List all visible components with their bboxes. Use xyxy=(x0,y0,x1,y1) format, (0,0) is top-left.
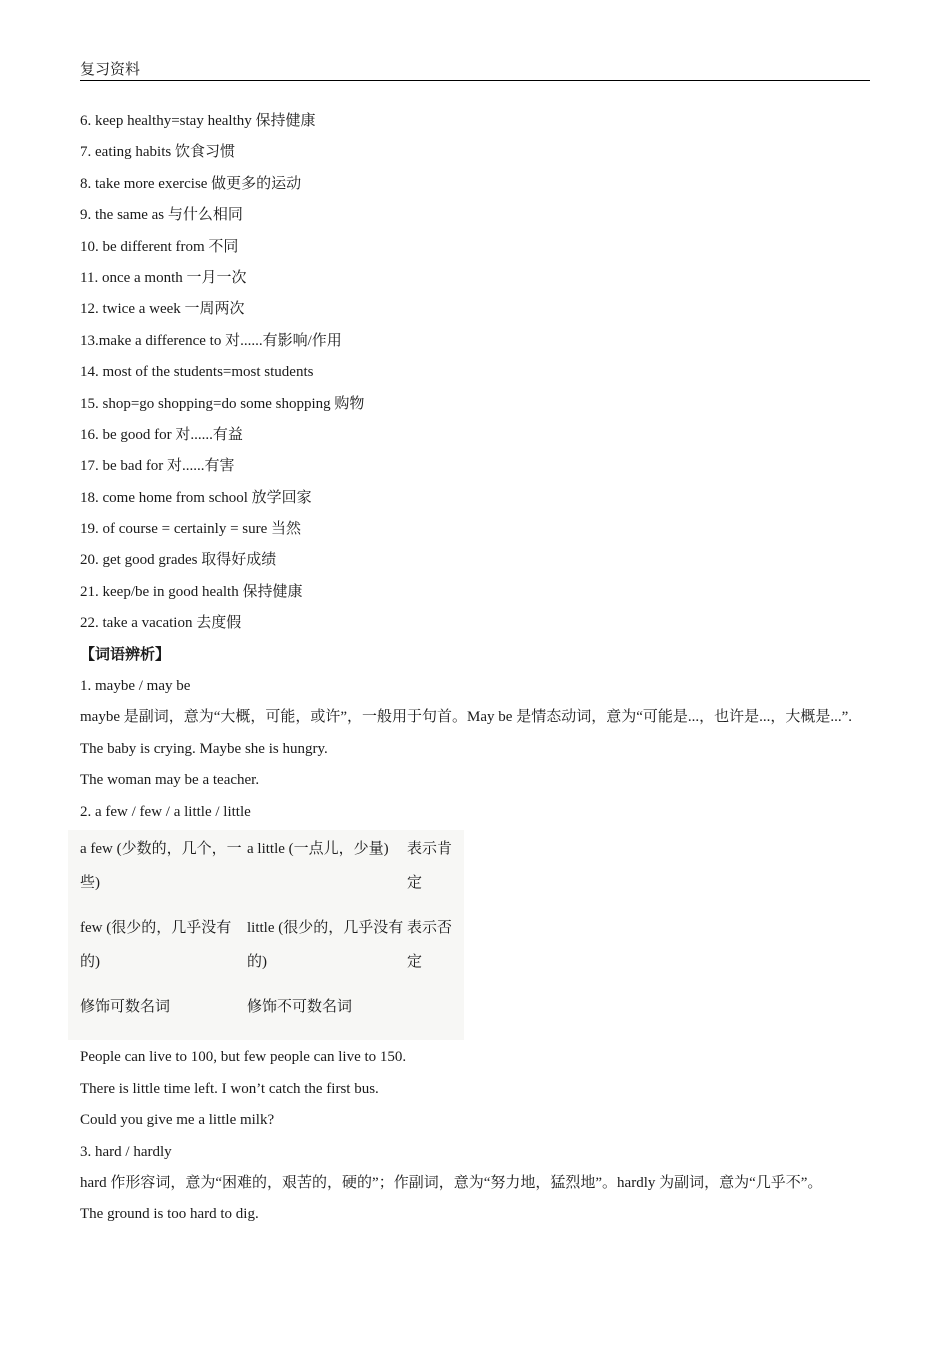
table-row xyxy=(68,990,464,1035)
phrase-item: 20. get good grades 取得好成绩 xyxy=(80,552,277,569)
item-title: 1. maybe / may be xyxy=(80,678,191,695)
phrase-item: 22. take a vacation 去度假 xyxy=(80,615,242,632)
phrase-item: 12. twice a week 一周两次 xyxy=(80,301,245,318)
table-cell: 修饰不可数名词 xyxy=(247,998,353,1015)
example-sentence: The baby is crying. Maybe she is hungry. xyxy=(80,740,328,757)
phrase-item: 21. keep/be in good health 保持健康 xyxy=(80,583,303,600)
example-sentence: Could you give me a little milk? xyxy=(80,1112,275,1129)
item-hard-hardly xyxy=(80,1137,880,1231)
phrase-item: 16. be good for 对......有益 xyxy=(80,426,243,443)
table-cell: 表示肯定 xyxy=(407,840,453,892)
phrase-item: 6. keep healthy=stay healthy 保持健康 xyxy=(80,113,316,129)
phrase-item: 10. be different from 不同 xyxy=(80,238,239,255)
phrase-list xyxy=(80,106,880,640)
document-body xyxy=(80,106,880,1231)
section-title: 【词语辨析】 xyxy=(80,646,171,663)
table-row xyxy=(68,832,464,911)
table-cell: 表示否定 xyxy=(407,919,453,971)
table-cell: a few (少数的，几个，一些) xyxy=(80,840,242,892)
header-title: 复习资料 xyxy=(80,62,141,78)
phrase-item: 17. be bad for 对......有害 xyxy=(80,458,235,475)
example-sentence: The ground is too hard to dig. xyxy=(80,1206,259,1223)
example-sentence: The woman may be a teacher. xyxy=(80,772,260,789)
item-title: 3. hard / hardly xyxy=(80,1143,172,1160)
phrase-item: 13.make a difference to 对......有影响/作用 xyxy=(80,332,342,349)
example-sentence: There is little time left. I won’t catch the first bus. xyxy=(80,1080,379,1097)
item-explanation: hard 作形容词，意为“困难的，艰苦的，硬的”；作副词，意为“努力地，猛烈地”。hardly 为副词，意为“几乎不”。 xyxy=(80,1175,823,1192)
page-header xyxy=(80,60,870,81)
table-row xyxy=(68,911,464,990)
phrase-item: 15. shop=go shopping=do some shopping 购物 xyxy=(80,395,365,412)
table-cell: a little (一点儿，少量) xyxy=(247,840,389,857)
item-few-little xyxy=(80,797,880,1137)
phrase-item: 7. eating habits 饮食习惯 xyxy=(80,144,235,161)
phrase-item: 9. the same as 与什么相同 xyxy=(80,207,243,224)
phrase-item: 11. once a month 一月一次 xyxy=(80,269,247,286)
table-cell: 修饰可数名词 xyxy=(80,998,171,1015)
item-maybe xyxy=(80,671,880,797)
phrase-item: 19. of course = certainly = sure 当然 xyxy=(80,521,302,538)
comparison-table xyxy=(68,830,464,1041)
table-cell: little (很少的，几乎没有的) xyxy=(247,919,404,971)
table-cell xyxy=(407,990,464,1035)
phrase-item: 18. come home from school 放学回家 xyxy=(80,489,312,506)
phrase-item: 8. take more exercise 做更多的运动 xyxy=(80,175,302,192)
phrase-item: 14. most of the students=most students xyxy=(80,364,314,381)
item-title: 2. a few / few / a little / little xyxy=(80,803,251,820)
example-sentence: People can live to 100, but few people can live to 150. xyxy=(80,1049,407,1066)
item-explanation: maybe 是副词，意为“大概，可能，或许”，一般用于句首。May be 是情态动词，意为“可能是...，也许是...，大概是...”. xyxy=(80,709,853,726)
table-cell: few (很少的，几乎没有的) xyxy=(80,919,232,971)
